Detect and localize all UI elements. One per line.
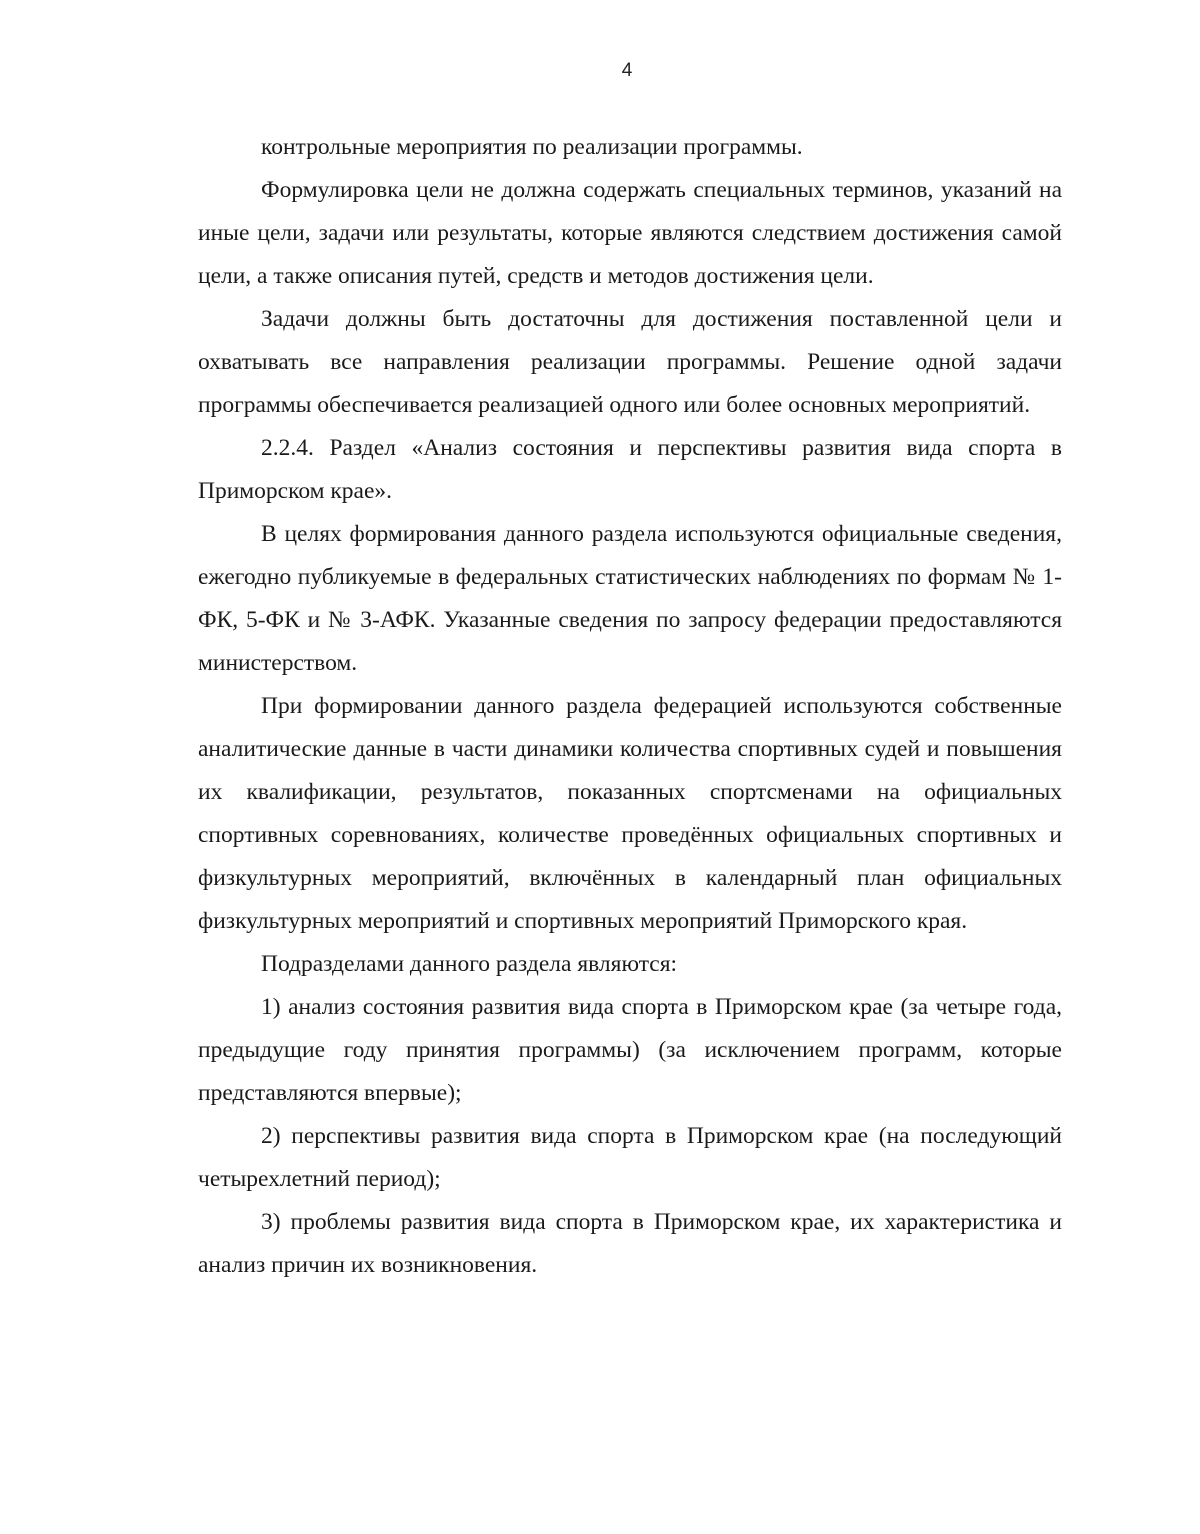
paragraph-analytical-data: При формировании данного раздела федерацией используются собственные аналитические данные в части динамики количества спортивных судей и повышения их квалификации, результатов, показанных спортсменами на официальных спортивных соревнованиях, количестве проведённых официальных спортивных и физкультурных мероприятий, включённых в календарный план официальных физкультурных мероприятий и спортивных мероприятий Приморского края. (198, 693, 1062, 934)
paragraph-official-data: В целях формирования данного раздела используются официальные сведения, ежегодно публикуемые в федеральных статистических наблюдениях по формам № 1-ФК, 5-ФК и № 3-АФК. Указанные сведения по запросу федерации предоставляются министерством. (198, 521, 1062, 676)
document-body (198, 126, 1062, 1287)
list-item-3: 3) проблемы развития вида спорта в Приморском крае, их характеристика и анализ причин их возникновения. (198, 1209, 1062, 1278)
paragraph-continuation: контрольные мероприятия по реализации программы. (261, 134, 803, 160)
page-number: 4 (621, 60, 633, 81)
section-heading-2-2-4: 2.2.4. Раздел «Анализ состояния и перспективы развития вида спорта в Приморском крае». (198, 435, 1062, 504)
list-item-1: 1) анализ состояния развития вида спорта в Приморском крае (за четыре года, предыдущие году принятия программы) (за исключением программ, которые представляются впервые); (198, 994, 1062, 1106)
paragraph-goal-formulation: Формулировка цели не должна содержать специальных терминов, указаний на иные цели, задачи или результаты, которые являются следствием достижения самой цели, а также описания путей, средств и методов достижения цели. (198, 177, 1062, 289)
list-item-2: 2) перспективы развития вида спорта в Приморском крае (на последующий четырехлетний период); (198, 1123, 1062, 1192)
paragraph-tasks: Задачи должны быть достаточны для достижения поставленной цели и охватывать все направления реализации программы. Решение одной задачи программы обеспечивается реализацией одного или более основных мероприятий. (198, 306, 1062, 418)
paragraph-subsections-intro: Подразделами данного раздела являются: (261, 951, 678, 977)
